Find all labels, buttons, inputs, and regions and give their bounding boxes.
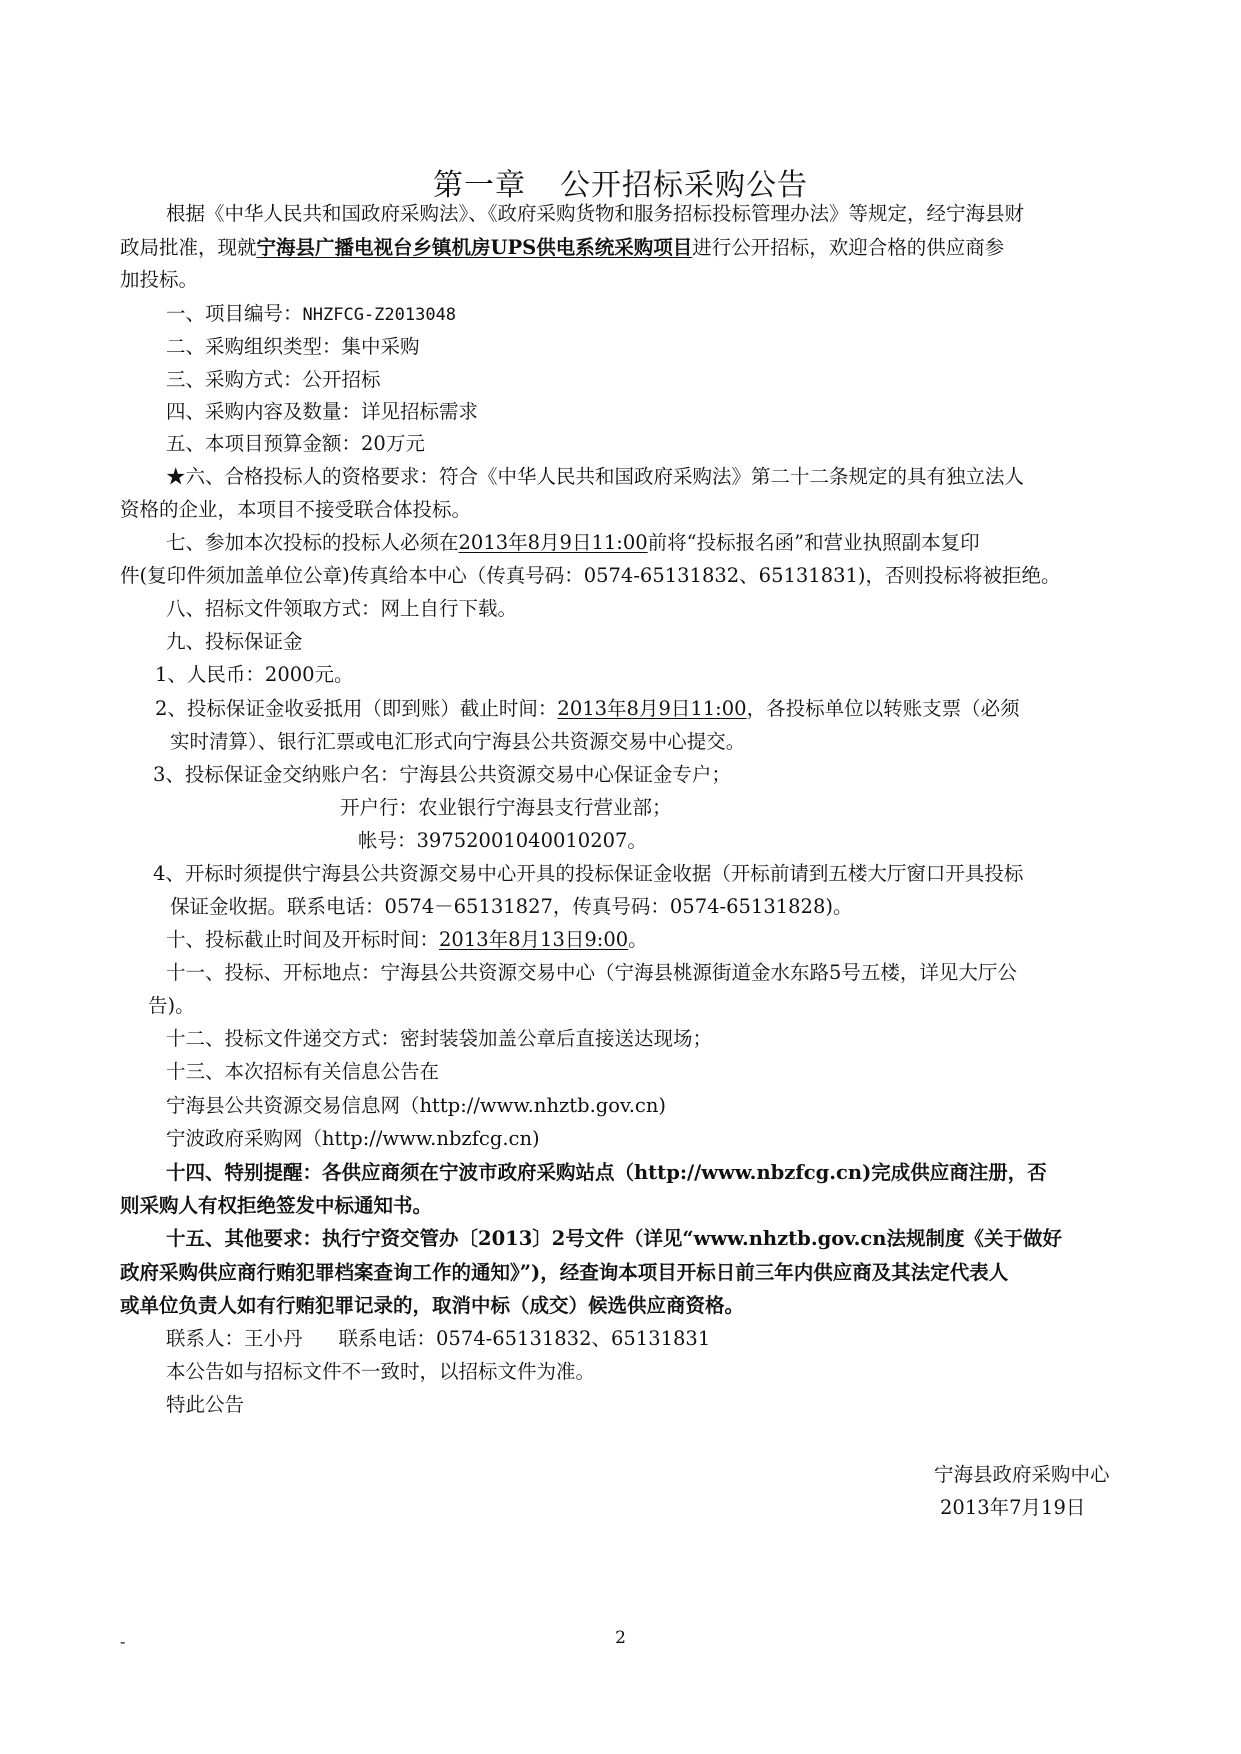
project-number: NHZFCG-Z2013048 (302, 305, 457, 325)
registration-deadline: 2013年8月9日11:00 (458, 531, 648, 554)
contact-person: 联系人：王小丹 (166, 1327, 303, 1350)
item-15-line-2: 政府采购供应商行贿犯罪档案查询工作的通知》”)，经查询本项目开标日前三年内供应商及其法定代表人 (120, 1261, 1009, 1284)
item-15-line-1: 十五、其他要求：执行宁资交管办〔2013〕2号文件（详见“www.nhztb.gov.cn法规制度《关于做好 (166, 1227, 1062, 1250)
item-7-line-1: 七、参加本次投标的投标人必须在2013年8月9日11:00前将“投标报名函”和营业执照副本复印 (166, 531, 980, 554)
item-9-3-account: 帐号：39752001040010207。 (358, 829, 647, 852)
item-6-line-2: 资格的企业，本项目不接受联合体投标。 (120, 498, 472, 521)
item-14-line-2: 则采购人有权拒绝签发中标通知书。 (120, 1194, 433, 1217)
deposit-deadline: 2013年8月9日11:00 (557, 697, 747, 720)
item-9-3-bank: 开户行：农业银行宁海县支行营业部； (340, 796, 672, 819)
opening-time: 2013年8月13日9:00 (439, 928, 629, 951)
item-11-line-1: 十一、投标、开标地点：宁海县公共资源交易中心（宁海县桃源街道金水东路5号五楼，详见大厅公 (166, 961, 1017, 984)
item-5: 五、本项目预算金额：20万元 (166, 432, 425, 455)
item-15-line-3: 或单位负责人如有行贿犯罪记录的，取消中标（成交）候选供应商资格。 (120, 1294, 745, 1317)
item-1: 一、项目编号：NHZFCG-Z2013048 (166, 302, 457, 325)
intro-line-2: 政局批准，现就宁海县广播电视台乡镇机房UPS供电系统采购项目进行公开招标，欢迎合格的供应商参 (120, 236, 1005, 259)
item-6-line-1: ★六、合格投标人的资格要求：符合《中华人民共和国政府采购法》第二十二条规定的具有独立法人 (166, 465, 1025, 488)
item-2: 二、采购组织类型：集中采购 (166, 335, 420, 358)
item-9-2-line-1: 2、投标保证金收妥抵用（即到账）截止时间：2013年8月9日11:00，各投标单位以转账支票（必须 (155, 697, 1020, 720)
item-8: 八、招标文件领取方式：网上自行下载。 (166, 597, 518, 620)
item-9-4-line-2: 保证金收据。联系电话：0574－65131827，传真号码：0574-65131828)。 (170, 895, 853, 918)
item-3: 三、采购方式：公开招标 (166, 368, 381, 391)
signature-org: 宁海县政府采购中心 (934, 1463, 1110, 1486)
item-13-site-2: 宁波政府采购网（http://www.nbzfcg.cn) (166, 1127, 540, 1150)
item-4: 四、采购内容及数量：详见招标需求 (166, 400, 479, 423)
signature-date: 2013年7月19日 (940, 1496, 1086, 1519)
chapter-label: 第一章 (433, 168, 526, 203)
footer-dash: - (120, 1632, 126, 1651)
item-13-site-1: 宁海县公共资源交易信息网（http://www.nhztb.gov.cn) (166, 1094, 667, 1117)
item-9-1: 1、人民币：2000元。 (155, 663, 354, 686)
intro-line-1: 根据《中华人民共和国政府采购法》、《政府采购货物和服务招标投标管理办法》等规定，经宁海县财 (166, 202, 1025, 225)
item-14-line-1: 十四、特别提醒：各供应商须在宁波市政府采购站点（http://www.nbzfcg.cn)完成供应商注册，否 (166, 1161, 1047, 1184)
page-title (0, 160, 1241, 204)
item-9-2-line-2: 实时清算）、银行汇票或电汇形式向宁海县公共资源交易中心提交。 (170, 730, 746, 753)
item-7-line-2: 件(复印件须加盖单位公章)传真给本中心（传真号码：0574-65131832、65131831)，否则投标将被拒绝。 (120, 564, 1061, 587)
item-9: 九、投标保证金 (166, 630, 303, 653)
page-number: 2 (615, 1628, 626, 1648)
item-12: 十二、投标文件递交方式：密封装袋加盖公章后直接送达现场； (166, 1027, 713, 1050)
note: 本公告如与招标文件不一致时，以招标文件为准。 (166, 1360, 596, 1383)
project-name: 宁海县广播电视台乡镇机房UPS供电系统采购项目 (256, 236, 693, 259)
item-9-3: 3、投标保证金交纳账户名：宁海县公共资源交易中心保证金专户； (153, 763, 731, 786)
item-11-line-2: 告)。 (148, 994, 195, 1017)
contact-line (166, 1327, 710, 1351)
closing: 特此公告 (166, 1393, 245, 1416)
intro-line-3: 加投标。 (120, 268, 199, 291)
item-13: 十三、本次招标有关信息公告在 (166, 1060, 440, 1083)
item-9-4-line-1: 4、开标时须提供宁海县公共资源交易中心开具的投标保证金收据（开标前请到五楼大厅窗口开具投标 (153, 862, 1024, 885)
chapter-title: 公开招标采购公告 (560, 168, 808, 203)
contact-phone: 联系电话：0574-65131832、65131831 (338, 1327, 711, 1350)
item-10: 十、投标截止时间及开标时间：2013年8月13日9:00。 (166, 928, 648, 951)
